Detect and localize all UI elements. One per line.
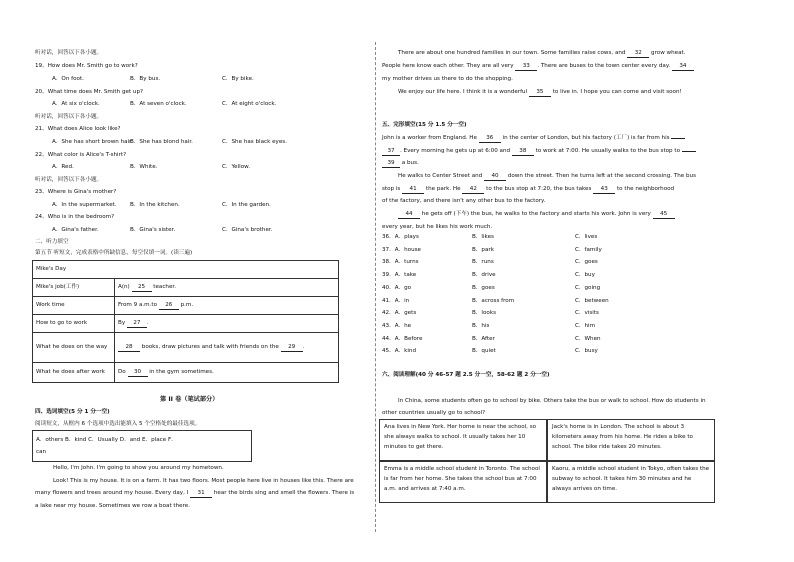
right-line-2: People here know each other. They are all very 33 . There are buses to the town center every day. 34 <box>382 63 694 71</box>
word-options-box <box>32 430 252 462</box>
choice-39-b[interactable]: B．drive <box>472 272 496 279</box>
table-row <box>33 363 339 383</box>
q19-option-b: B．By bus. <box>130 76 161 82</box>
right-line-3: my mother drives us there to do the shopping. <box>382 76 513 82</box>
choice-40-a[interactable]: 40．A．go <box>382 284 412 291</box>
q23-option-a: A．In the supermarket. <box>52 202 117 208</box>
row-label: Work time <box>33 297 115 315</box>
cloze-line-1: John is a worker from England. He 36 in the center of London, but his factory (工厂) is far from his <box>382 135 685 143</box>
q20-option-b: B．At seven o'clock. <box>130 101 187 107</box>
q21-option-c: C．She has black eyes. <box>222 139 287 145</box>
listening-intro-a: 听对话，回答以下各小题。 <box>35 50 103 56</box>
blank-40[interactable]: 40 <box>484 173 506 181</box>
q21-option-b: B．She has blond hair. <box>130 139 193 145</box>
row-label: Mike's job(工作) <box>33 279 115 297</box>
table-row <box>33 333 339 363</box>
blank-32[interactable]: 32 <box>627 50 649 58</box>
blank-28[interactable]: 28 <box>118 344 140 352</box>
blank-37[interactable]: 37 <box>382 148 400 156</box>
choice-45-a[interactable]: 45．A．kind <box>382 348 417 355</box>
cloze-line-2: 37 . Every morning he gets up at 6:00 and 38 to work at 7:00. He usually walks to the bus stop to <box>382 148 696 156</box>
blank-30[interactable]: 30 <box>128 369 148 377</box>
right-line-4: We enjoy our life here. I think it is a wonderful 35 to live in. I hope you can come and visit soon! <box>398 89 682 95</box>
q23-option-c: C．In the garden. <box>222 202 271 208</box>
choice-36-a[interactable]: 36．A．plays <box>382 234 419 240</box>
blank-44[interactable]: 44 <box>398 211 420 219</box>
row-value: By 27 . <box>115 315 339 333</box>
section-5-heading: 五、完形填空(15 分 1.5 分一空) <box>382 122 467 128</box>
choice-42-b[interactable]: B．looks <box>472 310 496 317</box>
blank-25[interactable]: 25 <box>132 284 152 292</box>
choice-40-c[interactable]: C．going <box>575 284 601 291</box>
listening-intro-c: 听对话，回答以下各小题。 <box>35 177 103 183</box>
q24-option-c: C．Gina's brother. <box>222 227 273 233</box>
reading-intro-2: other countries usually go to school? <box>382 410 486 416</box>
choice-36-c[interactable]: C．lives <box>575 234 598 240</box>
choice-40-b[interactable]: B．goes <box>472 284 495 291</box>
blank-26[interactable]: 26 <box>159 302 179 310</box>
blank-34[interactable]: 34 <box>672 63 694 71</box>
passage-line-1: Hello, I'm John. I'm going to show you around my hometown. <box>53 465 224 471</box>
choice-38-a[interactable]: 38．A．turns <box>382 259 419 266</box>
question-21: 21、What does Alice look like? <box>35 126 121 132</box>
row-value: 28 books, draw pictures and talk with friends on the 29 . <box>115 333 339 363</box>
reading-box-emma: Emma is a middle school student in Toronto. The school is far from her home. She takes the school bus at 7:00 a.m. and arrives at 7:40 a.m. <box>379 461 547 503</box>
passage-line-2: Look! This is my house. It is on a farm. It has two floors. Most people here live in houses like this. There are <box>53 478 354 484</box>
q19-option-c: C．By bike. <box>222 76 254 82</box>
q20-option-c: C．At eight o'clock. <box>222 101 277 107</box>
choice-42-c[interactable]: C．visits <box>575 310 599 317</box>
table-row <box>33 279 339 297</box>
word-options: A．others B．kind C．Usually D．and E．place F． <box>36 437 177 443</box>
cloze-line-4: He walks to Center Street and 40 down the street. Then he turns left at the second crossing. The bus <box>398 173 697 179</box>
row-label: What he does on the way <box>33 333 115 363</box>
row-label: What he does after work <box>33 363 115 383</box>
blank-45[interactable]: 45 <box>653 211 675 219</box>
choice-39-a[interactable]: 39．A．take <box>382 272 417 279</box>
reading-intro-1: In China, some students often go to school by bike. Others take the bus or walk to school. How do students in <box>398 398 706 404</box>
choice-43-a[interactable]: 43．A．he <box>382 322 412 329</box>
section-2-heading: 二、听力填空 <box>35 239 69 245</box>
reading-box-jack: Jack's home is in London. The school is about 3 kilometers away from his home. He rides a bike to school. The bike ride takes 20 minutes. <box>547 419 715 461</box>
row-value: Do 30 in the gym sometimes. <box>115 363 339 383</box>
q24-option-b: B．Gina's sister. <box>130 227 176 233</box>
choice-45-c[interactable]: C．busy <box>575 348 598 355</box>
choice-36-b[interactable]: B．likes <box>472 234 494 240</box>
question-22: 22、What color is Alice's T-shirt? <box>35 152 127 158</box>
q20-option-a: A．At six o'clock. <box>52 101 100 107</box>
listening-intro-b: 听对话，回答以下各小题。 <box>35 114 103 120</box>
blank-31[interactable]: 31 <box>190 490 212 498</box>
blank-42[interactable]: 42 <box>462 186 484 194</box>
column-divider <box>375 42 376 532</box>
row-value: From 9 a.m.to 26 p.m. <box>115 297 339 315</box>
row-label: How to go to work <box>33 315 115 333</box>
blank-29[interactable]: 29 <box>281 344 303 352</box>
mikes-day-table <box>32 260 339 383</box>
choice-37-a[interactable]: 37．A．house <box>382 246 422 253</box>
cloze-line-3: 39 a bus. <box>382 160 419 168</box>
choice-38-b[interactable]: B．runs <box>472 259 494 266</box>
question-19: 19、How does Mr. Smith go to work? <box>35 63 138 69</box>
blank-43[interactable]: 43 <box>593 186 615 194</box>
choice-44-a[interactable]: 44．A．Before <box>382 335 423 342</box>
blank-27[interactable]: 27 <box>127 320 147 328</box>
blank-35[interactable]: 35 <box>529 89 551 97</box>
blank-38[interactable]: 38 <box>512 148 534 156</box>
choice-43-b[interactable]: B．his <box>472 322 490 329</box>
choice-41-c[interactable]: C．between <box>575 297 609 304</box>
choice-41-a[interactable]: 41．A．in <box>382 297 410 304</box>
cloze-line-5: stop is 41 the park. He 42 to the bus stop at 7:20, the bus takes 43 to the neighborhood <box>382 186 675 192</box>
reading-box-kaoru: Kaoru, a middle school student in Tokyo, often takes the subway to school. It takes him 30 minutes and he always arrives on time. <box>547 461 715 503</box>
cloze-line-8: every year, but he likes his work much. <box>382 224 493 230</box>
blank-36[interactable]: 36 <box>479 135 501 143</box>
choice-44-c[interactable]: C．When <box>575 335 601 342</box>
table-title: Mike's Day <box>33 261 339 279</box>
passage-line-4: a lake near my house. Sometimes we row a boat there. <box>35 503 190 509</box>
question-20: 20、What time does Mr. Smith get up? <box>35 89 143 95</box>
choice-38-c[interactable]: C．goes <box>575 259 598 266</box>
blank-33[interactable]: 33 <box>515 63 537 71</box>
choice-45-b[interactable]: B．quiet <box>472 348 496 355</box>
word-options-wrap: can <box>36 449 47 455</box>
q22-option-b: B．White. <box>130 164 158 170</box>
cloze-line-7: 44 he gets off (下车) the bus, he walks to the factory and starts his work. John is very 45 <box>398 211 675 219</box>
passage-line-3: many flowers and trees around my house. Every day, I 31 hear the birds sing and smell the flowers. There is <box>35 490 355 496</box>
choice-37-c[interactable]: C．family <box>575 246 602 253</box>
question-23: 23、Where is Gina's mother? <box>35 189 117 195</box>
reading-box-ana: Ana lives in New York. Her home is near the school, so she always walks to school. It usually takes her 10 minutes to get there. <box>379 419 547 461</box>
part-2-title: 第 II 卷（笔试部分） <box>160 396 219 403</box>
row-value: A(n) 25 teacher. <box>115 279 339 297</box>
section-4-heading: 四、选词填空(5 分 1 分一空) <box>35 409 110 415</box>
choice-39-c[interactable]: C．buy <box>575 272 595 279</box>
choice-37-b[interactable]: B．park <box>472 246 494 253</box>
section-6-heading: 六、阅读理解(40 分 46-57 题 2.5 分一空，58-62 题 2 分一空) <box>382 372 550 378</box>
choice-42-a[interactable]: 42．A．gets <box>382 310 417 317</box>
q19-option-a: A．On foot. <box>52 76 84 82</box>
section-2-instructions: 第五节 听短文，完成表格中所缺信息，每空仅填一词。(读三遍) <box>35 250 193 256</box>
q22-option-a: A．Red. <box>52 164 74 170</box>
table-row <box>33 315 339 333</box>
q21-option-a: A．She has short brown hair. <box>52 139 133 145</box>
choice-41-b[interactable]: B．across from <box>472 297 515 304</box>
table-row <box>33 297 339 315</box>
blank-39[interactable]: 39 <box>382 160 400 168</box>
choice-44-b[interactable]: B．After <box>472 335 495 342</box>
cloze-line-6: of the factory, and there isn't any other bus to the factory. <box>382 198 546 204</box>
choice-43-c[interactable]: C．him <box>575 322 596 329</box>
q24-option-a: A．Gina's father. <box>52 227 99 233</box>
blank-41[interactable]: 41 <box>402 186 424 194</box>
section-4-instructions: 阅读短文，从框内 6 个选项中选出能填入 5 个空格处的最佳选项。 <box>35 421 201 427</box>
q23-option-b: B．In the kitchen. <box>130 202 180 208</box>
q22-option-c: C．Yellow. <box>222 164 250 170</box>
question-24: 24、Who is in the bedroom? <box>35 214 115 220</box>
right-line-1: There are about one hundred families in our town. Some families raise cows, and 32 grow wheat. <box>398 50 686 56</box>
